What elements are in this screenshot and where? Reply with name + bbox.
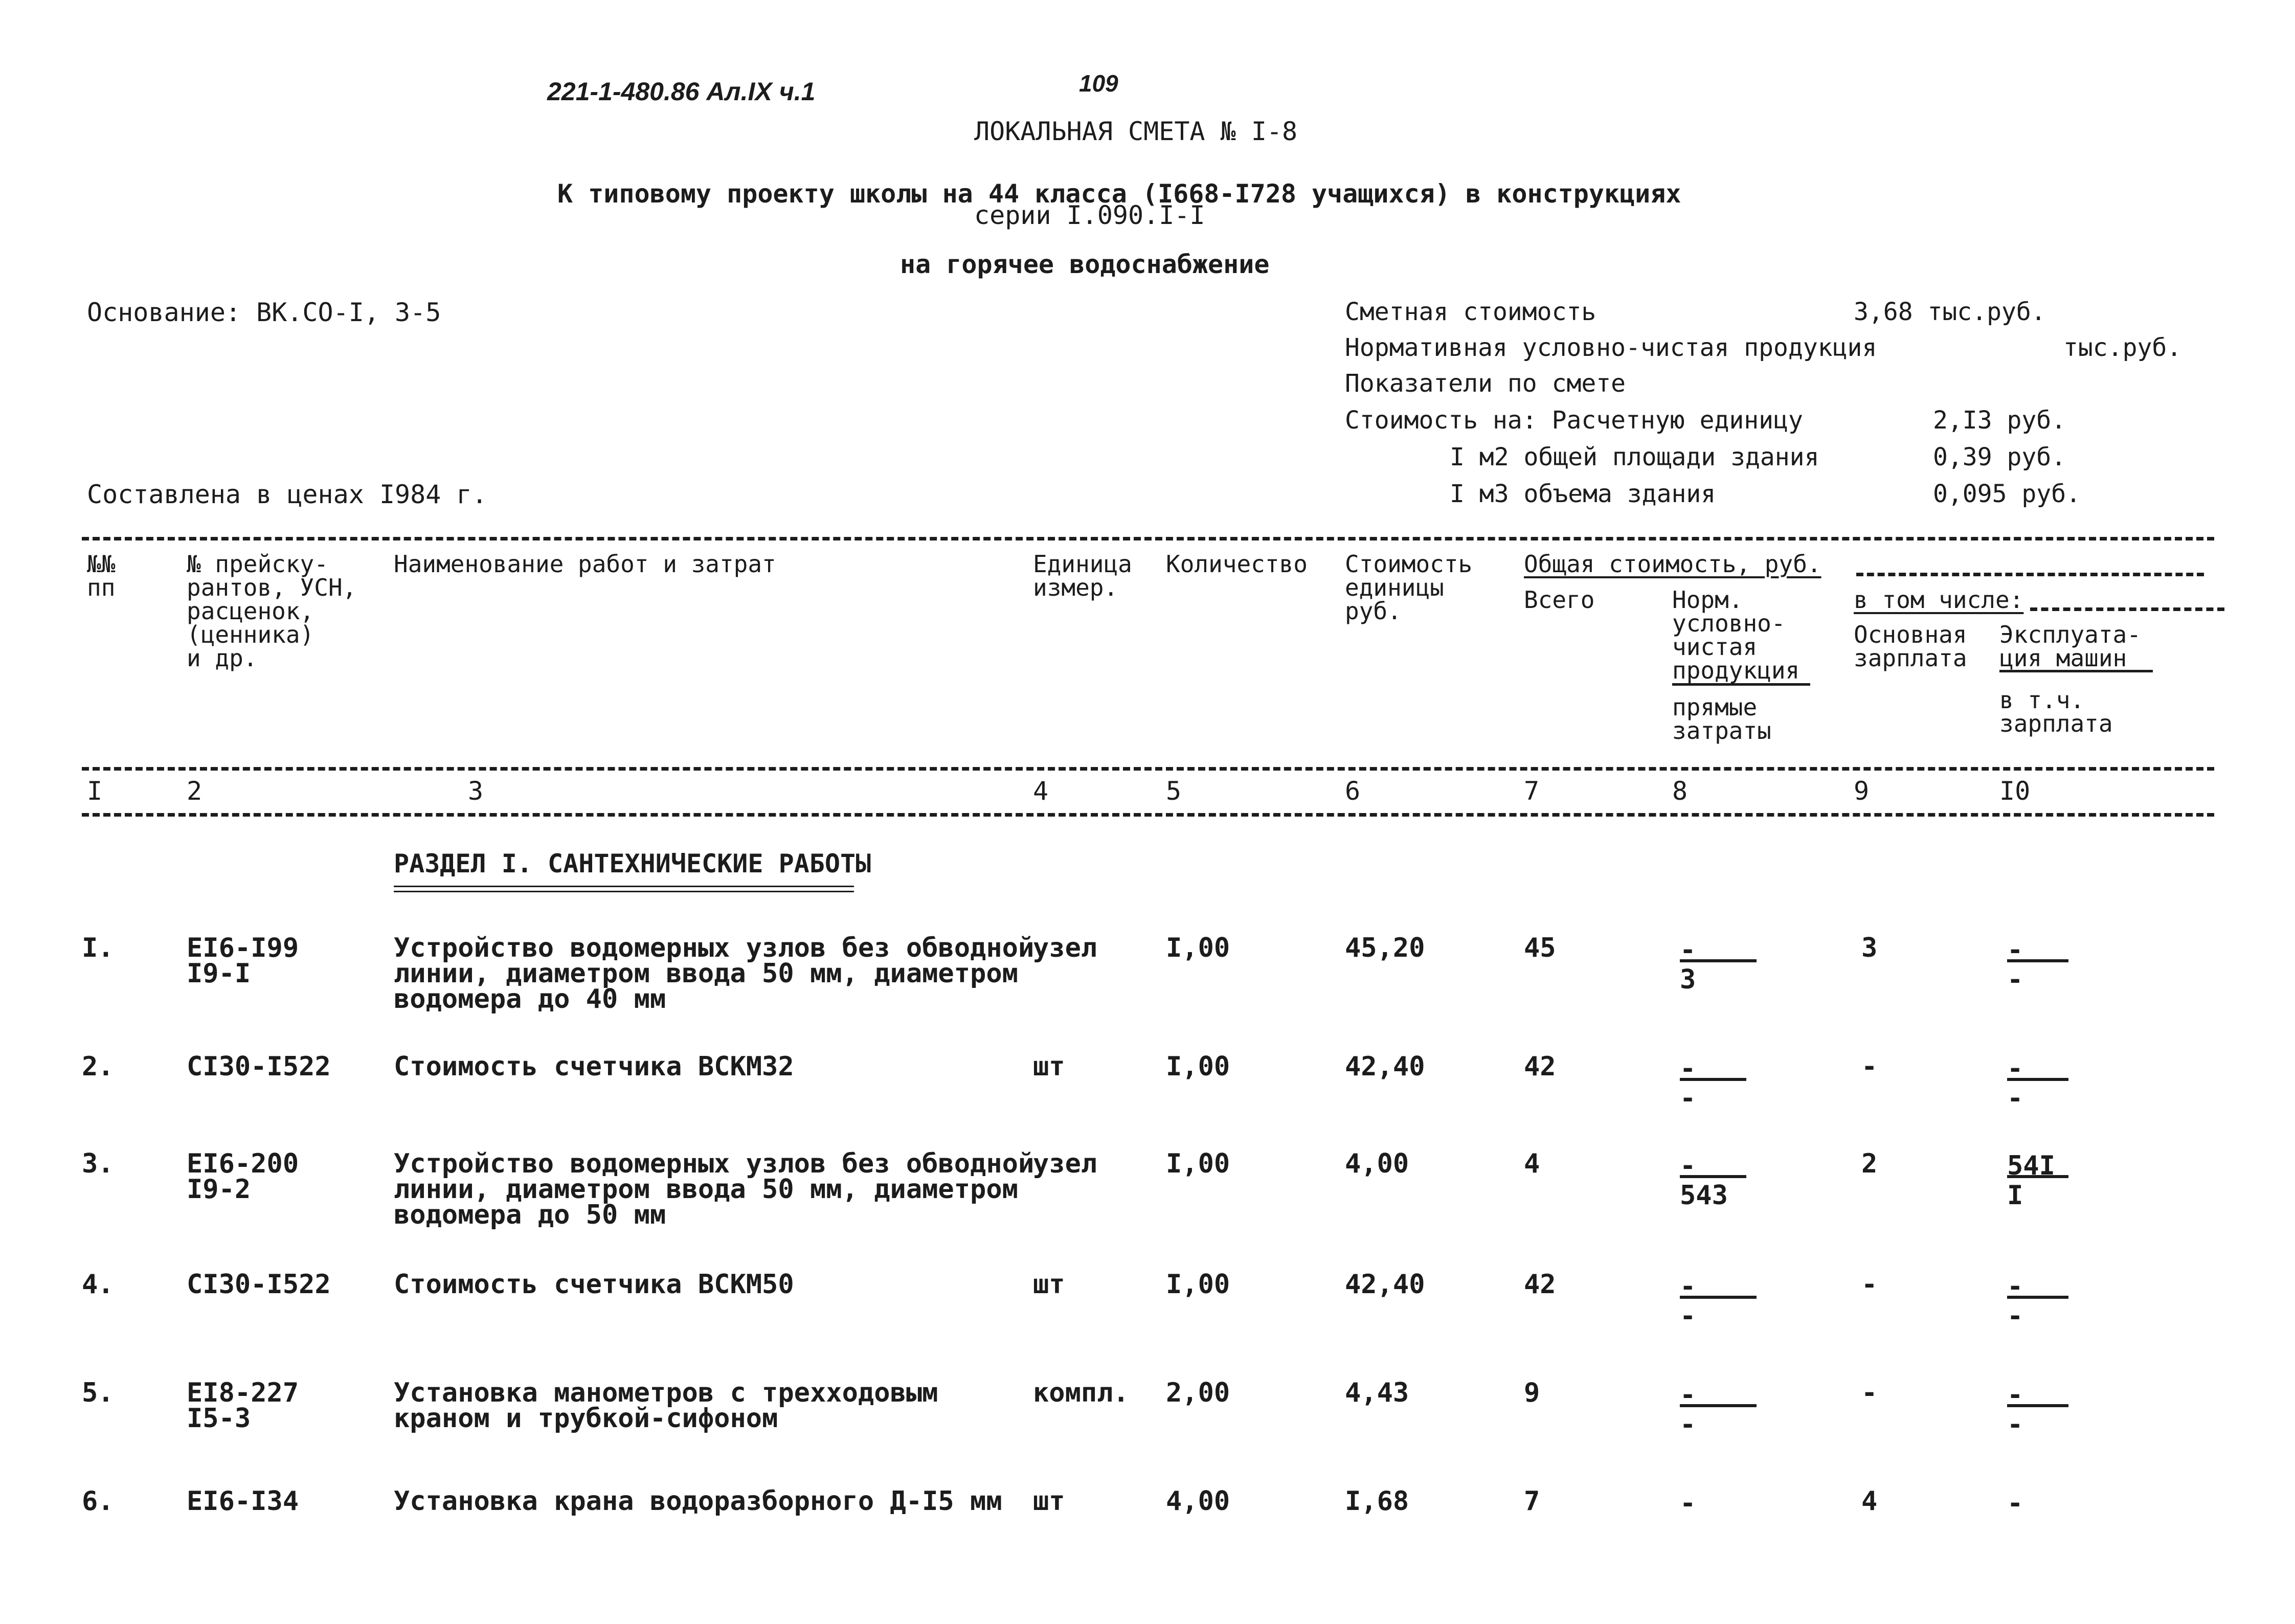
table-top-rule bbox=[82, 537, 2214, 540]
header-direct-costs: прямые затраты bbox=[1672, 693, 1771, 745]
row-normative bbox=[1680, 1055, 1762, 1112]
row-quantity: 2,00 bbox=[1166, 1378, 1230, 1408]
row-total: 42 bbox=[1524, 1269, 1556, 1300]
row-normative-top: - bbox=[1680, 1488, 1696, 1519]
row-normative-top: - bbox=[1680, 1271, 1696, 1302]
row-price-code: EI6-200 I9-2 bbox=[187, 1148, 299, 1205]
row-normative bbox=[1680, 1382, 1762, 1438]
header-base-salary: Основная зарплата bbox=[1854, 621, 1967, 672]
normative-value: тыс.руб. bbox=[2063, 333, 2182, 362]
row-number: 5. bbox=[82, 1378, 114, 1408]
section-heading: РАЗДЕЛ I. САНТЕХНИЧЕСКИЕ РАБОТЫ bbox=[394, 849, 871, 878]
row-machine-operation-bottom: I bbox=[2007, 1180, 2023, 1211]
row-unit: узел bbox=[1033, 933, 1097, 963]
row-unit-price: 4,00 bbox=[1345, 1148, 1409, 1179]
col-number-8: 8 bbox=[1672, 776, 1688, 806]
row-total: 42 bbox=[1524, 1051, 1556, 1082]
row-machine-operation-bottom: - bbox=[2007, 964, 2023, 995]
per-m2-value: 0,39 руб. bbox=[1933, 443, 2066, 471]
row-normative-bottom: - bbox=[1680, 1301, 1696, 1332]
document-code: 221-1-480.86 Ал.IX ч.1 bbox=[547, 77, 816, 106]
row-base-salary: 2 bbox=[1861, 1148, 1878, 1179]
header-total-cost: Общая стоимость, руб. bbox=[1524, 550, 1821, 578]
header-quantity: Количество bbox=[1166, 550, 1308, 578]
row-total: 45 bbox=[1524, 933, 1556, 963]
row-machine-operation-bottom: - bbox=[2007, 1083, 2023, 1114]
row-machine-operation bbox=[2007, 1055, 2089, 1112]
row-machine-operation-bottom: - bbox=[2007, 1409, 2023, 1440]
document-subtitle-series: серии I.090.I-I bbox=[974, 200, 1205, 230]
total-cost-rule bbox=[1856, 573, 2204, 576]
row-machine-operation-fraction-bar bbox=[2007, 1175, 2068, 1178]
row-base-salary: - bbox=[1861, 1378, 1878, 1408]
col-number-10: I0 bbox=[1999, 776, 2031, 806]
row-unit-price: 42,40 bbox=[1345, 1051, 1425, 1082]
col-number-9: 9 bbox=[1854, 776, 1870, 806]
col-number-4: 4 bbox=[1033, 776, 1049, 806]
row-machine-operation-top: - bbox=[2007, 1488, 2023, 1519]
row-number: 6. bbox=[82, 1486, 114, 1517]
row-price-code: EI8-227 I5-3 bbox=[187, 1378, 299, 1434]
section-title: на горячее водоснабжение bbox=[900, 250, 1270, 279]
row-unit: компл. bbox=[1033, 1378, 1129, 1408]
normative-underline bbox=[1672, 683, 1810, 686]
header-including-salary: в т.ч. зарплата bbox=[1999, 686, 2113, 737]
row-number: 2. bbox=[82, 1051, 114, 1082]
basis: Основание: ВК.СО-I, 3-5 bbox=[87, 298, 441, 327]
table-header-rule bbox=[82, 767, 2214, 771]
row-machine-operation-fraction-bar bbox=[2007, 1296, 2068, 1299]
row-normative-fraction-bar bbox=[1680, 1175, 1746, 1178]
row-quantity: I,00 bbox=[1166, 1148, 1230, 1179]
document-title: ЛОКАЛЬНАЯ СМЕТА № I-8 bbox=[974, 117, 1298, 146]
row-machine-operation-fraction-bar bbox=[2007, 959, 2068, 962]
row-normative-top: - bbox=[1680, 1380, 1696, 1410]
row-machine-operation-top: - bbox=[2007, 1053, 2023, 1084]
estimated-cost-label: Сметная стоимость bbox=[1345, 298, 1596, 326]
row-machine-operation-fraction-bar bbox=[2007, 1078, 2068, 1081]
row-normative-top: - bbox=[1680, 935, 1696, 965]
row-work-name: Стоимость счетчика ВСКМ32 bbox=[394, 1051, 794, 1082]
row-unit-price: 42,40 bbox=[1345, 1269, 1425, 1300]
row-unit: шт bbox=[1033, 1051, 1065, 1082]
row-unit: узел bbox=[1033, 1148, 1097, 1179]
row-normative bbox=[1680, 1153, 1762, 1209]
row-base-salary: 3 bbox=[1861, 933, 1878, 963]
row-normative-bottom: - bbox=[1680, 1083, 1696, 1114]
row-machine-operation bbox=[2007, 1382, 2089, 1438]
header-unit-cost: Стоимость единицы руб. bbox=[1345, 550, 1473, 625]
header-total: Всего bbox=[1524, 586, 1595, 614]
row-work-name: Стоимость счетчика ВСКМ50 bbox=[394, 1269, 794, 1300]
column-numbers-rule bbox=[82, 813, 2214, 817]
row-base-salary: - bbox=[1861, 1051, 1878, 1082]
row-quantity: I,00 bbox=[1166, 1269, 1230, 1300]
per-m3-label: I м3 объема здания bbox=[1450, 480, 1716, 508]
row-unit-price: I,68 bbox=[1345, 1486, 1409, 1517]
row-work-name: Установка манометров с трехходовым краном и трубкой-сифоном bbox=[394, 1378, 938, 1434]
row-price-code: CI30-I522 bbox=[187, 1269, 331, 1300]
row-normative-fraction-bar bbox=[1680, 1404, 1757, 1407]
row-work-name: Устройство водомерных узлов без обводной линии, диаметром ввода 50 мм, диаметром водомера до 40 мм bbox=[394, 933, 1034, 1014]
row-quantity: I,00 bbox=[1166, 933, 1230, 963]
row-machine-operation-bottom: - bbox=[2007, 1301, 2023, 1332]
row-normative bbox=[1680, 937, 1762, 993]
row-number: 4. bbox=[82, 1269, 114, 1300]
col-number-6: 6 bbox=[1345, 776, 1361, 806]
row-normative-bottom: - bbox=[1680, 1409, 1696, 1440]
row-normative-bottom: 3 bbox=[1680, 964, 1696, 995]
col-number-1: I bbox=[87, 776, 103, 806]
normative-label: Нормативная условно-чистая продукция bbox=[1345, 333, 1877, 362]
header-row-number: №№ пп bbox=[87, 550, 116, 601]
section-heading-underline-2 bbox=[394, 891, 854, 892]
including-rule bbox=[2030, 607, 2224, 611]
machine-underline bbox=[1999, 670, 2153, 672]
row-price-code: EI6-I99 I9-I bbox=[187, 933, 299, 989]
row-machine-operation bbox=[2007, 1271, 2089, 1332]
header-price-list: № прейску- рантов, УСН, расценок, (ценника) и др. bbox=[187, 550, 357, 672]
row-machine-operation-top: 54I bbox=[2007, 1151, 2055, 1181]
row-normative bbox=[1680, 1271, 1762, 1332]
header-machine-operation: Эксплуата- ция машин bbox=[1999, 621, 2141, 672]
row-normative bbox=[1680, 1490, 1762, 1546]
prices-note: Составлена в ценах I984 г. bbox=[87, 480, 487, 509]
row-unit-price: 4,43 bbox=[1345, 1378, 1409, 1408]
row-machine-operation bbox=[2007, 1153, 2089, 1209]
row-base-salary: - bbox=[1861, 1269, 1878, 1300]
col-number-3: 3 bbox=[468, 776, 484, 806]
row-normative-top: - bbox=[1680, 1151, 1696, 1181]
row-unit-price: 45,20 bbox=[1345, 933, 1425, 963]
row-normative-fraction-bar bbox=[1680, 1296, 1757, 1299]
header-work-name: Наименование работ и затрат bbox=[394, 550, 776, 578]
header-unit: Единица измер. bbox=[1033, 550, 1132, 601]
row-machine-operation bbox=[2007, 937, 2089, 993]
document-subtitle: К типовому проекту школы на 44 класса (I668-I728 учащихся) в конструкциях bbox=[557, 179, 1681, 209]
row-quantity: I,00 bbox=[1166, 1051, 1230, 1082]
row-price-code: EI6-I34 bbox=[187, 1486, 299, 1517]
row-normative-top: - bbox=[1680, 1053, 1696, 1084]
cost-per-value: 2,I3 руб. bbox=[1933, 406, 2066, 435]
row-number: I. bbox=[82, 933, 114, 963]
row-total: 7 bbox=[1524, 1486, 1540, 1517]
row-normative-fraction-bar bbox=[1680, 1078, 1746, 1081]
row-total: 4 bbox=[1524, 1148, 1540, 1179]
col-number-5: 5 bbox=[1166, 776, 1182, 806]
row-normative-fraction-bar bbox=[1680, 959, 1757, 962]
row-machine-operation-top: - bbox=[2007, 935, 2023, 965]
row-total: 9 bbox=[1524, 1378, 1540, 1408]
row-work-name: Устройство водомерных узлов без обводной линии, диаметром ввода 50 мм, диаметром водомера до 50 мм bbox=[394, 1148, 1034, 1230]
row-unit: шт bbox=[1033, 1269, 1065, 1300]
estimated-cost-value: 3,68 тыс.руб. bbox=[1854, 298, 2046, 326]
page-number: 109 bbox=[1079, 70, 1118, 97]
header-including: в том числе: bbox=[1854, 586, 2024, 614]
row-machine-operation-fraction-bar bbox=[2007, 1404, 2068, 1407]
row-number: 3. bbox=[82, 1148, 114, 1179]
row-base-salary: 4 bbox=[1861, 1486, 1878, 1517]
col-number-2: 2 bbox=[187, 776, 202, 806]
indicators-label: Показатели по смете bbox=[1345, 369, 1626, 398]
per-m3-value: 0,095 руб. bbox=[1933, 480, 2081, 508]
header-normative-production: Норм. условно- чистая продукция bbox=[1672, 586, 1800, 684]
row-work-name: Установка крана водоразборного Д-I5 мм bbox=[394, 1486, 1002, 1517]
row-machine-operation bbox=[2007, 1490, 2089, 1546]
row-machine-operation-top: - bbox=[2007, 1271, 2023, 1302]
row-normative-bottom: 543 bbox=[1680, 1180, 1728, 1211]
section-heading-underline-1 bbox=[394, 886, 854, 887]
cost-per-label: Стоимость на: Расчетную единицу bbox=[1345, 406, 1803, 435]
col-number-7: 7 bbox=[1524, 776, 1540, 806]
row-quantity: 4,00 bbox=[1166, 1486, 1230, 1517]
row-machine-operation-top: - bbox=[2007, 1380, 2023, 1410]
row-price-code: CI30-I522 bbox=[187, 1051, 331, 1082]
per-m2-label: I м2 общей площади здания bbox=[1450, 443, 1819, 471]
row-unit: шт bbox=[1033, 1486, 1065, 1517]
